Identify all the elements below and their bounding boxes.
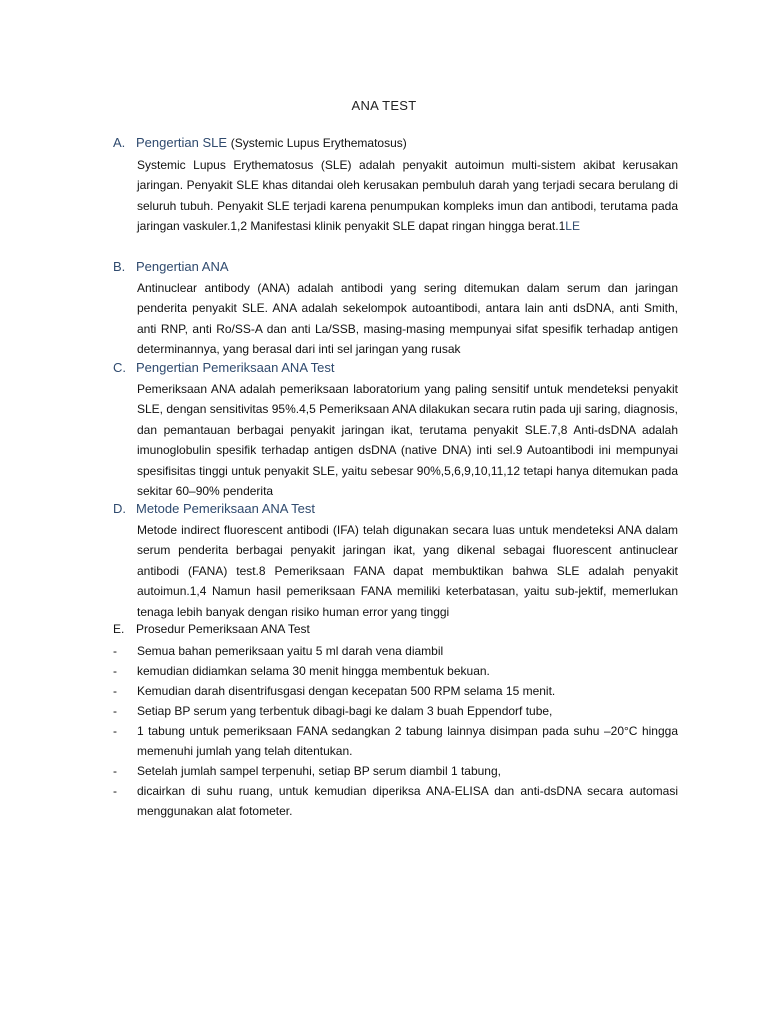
section-a-letter: A. <box>113 135 126 150</box>
list-item-text: dicairkan di suhu ruang, untuk kemudian diperiksa ANA-ELISA dan anti-dsDNA secara automasi menggunakan alat fotometer. <box>137 784 678 818</box>
section-d-letter: D. <box>113 501 126 516</box>
list-item-text: Semua bahan pemeriksaan yaitu 5 ml darah vena diambil <box>137 644 444 658</box>
list-item-text: Kemudian darah disentrifusgasi dengan kecepatan 500 RPM selama 15 menit. <box>137 684 556 698</box>
section-a-text: Systemic Lupus Erythematosus (SLE) adalah penyakit autoimun multi-sistem akibat kerusakan jaringan. Penyakit SLE khas ditandai oleh kerusakan pembuluh darah yang terjadi secara berulang di seluruh tubuh. Penyakit SLE terjadi karena penumpukan kompleks imun dan antibodi, terutama pada jaringan vaskuler.1,2 Manifestasi klinik penyakit SLE dapat ringan hingga berat.1 <box>137 158 678 234</box>
document-title: ANA TEST <box>351 98 417 113</box>
list-item-text: Setelah jumlah sampel terpenuhi, setiap BP serum diambil 1 tabung, <box>137 764 501 778</box>
section-b-heading <box>113 259 229 274</box>
section-c-paragraph: Pemeriksaan ANA adalah pemeriksaan laboratorium yang paling sensitif untuk mendeteksi penyakit SLE, dengan sensitivitas 95%.4,5 Pemeriksaan ANA dilakukan secara rutin pada uji saring, diagnosis, dan pemantauan berbagai penyakit jaringan ikat, terutama penyakit SLE.7,8 Anti-dsDNA adalah imunoglobulin spesifik terhadap antigen dsDNA (native DNA) inti sel.9 Autoantibodi ini mempunyai spesifisitas tinggi untuk penyakit SLE, yaitu sebesar 90%,5,6,9,10,11,12 tetapi hanya ditemukan pada sekitar 60–90% penderita <box>137 382 678 499</box>
section-a-title: Pengertian SLE <box>136 135 228 150</box>
list-dash: - <box>113 704 117 718</box>
list-item-text: kemudian didiamkan selama 30 menit hingga membentuk bekuan. <box>137 664 490 678</box>
list-item <box>113 641 678 661</box>
list-item <box>113 681 678 701</box>
list-dash: - <box>113 784 117 798</box>
section-a-heading <box>113 135 407 150</box>
list-item-text: Setiap BP serum yang terbentuk dibagi-bagi ke dalam 3 buah Eppendorf tube, <box>137 704 553 718</box>
section-a-subtitle: (Systemic Lupus Erythematosus) <box>230 136 407 150</box>
section-c-letter: C. <box>113 360 126 375</box>
section-e-letter: E. <box>113 622 125 636</box>
section-d-paragraph: Metode indirect fluorescent antibodi (IFA) telah digunakan secara luas untuk mendeteksi ANA dalam serum penderita berbagai penyakit jaringan ikat, yang dikenal sebagai fluorescent antinuclear antibodi (FANA) test.8 Pemeriksaan FANA dapat membuktikan bahwa SLE adalah penyakit autoimun.1,4 Namun hasil pemeriksaan FANA memiliki keterbatasan, yaitu sub-jektif, memerlukan tenaga lebih banyak dengan risiko human error yang tinggi <box>137 523 678 619</box>
section-d-title: Metode Pemeriksaan ANA Test <box>136 501 315 516</box>
section-d-heading <box>113 501 315 516</box>
list-dash: - <box>113 684 117 698</box>
section-e-heading <box>113 622 310 636</box>
list-item <box>113 781 678 821</box>
section-c-title: Pengertian Pemeriksaan ANA Test <box>136 360 335 375</box>
section-a-tail: LE <box>565 219 580 234</box>
list-dash: - <box>113 764 117 778</box>
section-b-paragraph: Antinuclear antibody (ANA) adalah antibodi yang sering ditemukan dalam serum dan jaringan penderita penyakit SLE. ANA adalah sekelompok autoantibodi, antara lain anti dsDNA, anti Smith, anti RNP, anti Ro/SS-A dan anti La/SSB, masing-masing mempunyai sifat spesifik terhadap antigen determinannya, yang berasal dari inti sel jaringan yang rusak <box>137 281 678 357</box>
list-dash: - <box>113 724 117 738</box>
list-item <box>113 661 678 681</box>
section-e-title: Prosedur Pemeriksaan ANA Test <box>136 622 310 636</box>
list-dash: - <box>113 664 117 678</box>
list-item-text: 1 tabung untuk pemeriksaan FANA sedangkan 2 tabung lainnya disimpan pada suhu –20°C hingga memenuhi jumlah yang telah ditentukan. <box>137 724 678 758</box>
list-item <box>113 721 678 761</box>
list-item <box>113 701 678 721</box>
section-c-heading <box>113 360 335 375</box>
list-dash: - <box>113 644 117 658</box>
section-b-title: Pengertian ANA <box>136 259 229 274</box>
procedure-list <box>113 641 678 821</box>
section-a-paragraph <box>137 155 678 237</box>
list-item <box>113 761 678 781</box>
section-b-letter: B. <box>113 259 126 274</box>
